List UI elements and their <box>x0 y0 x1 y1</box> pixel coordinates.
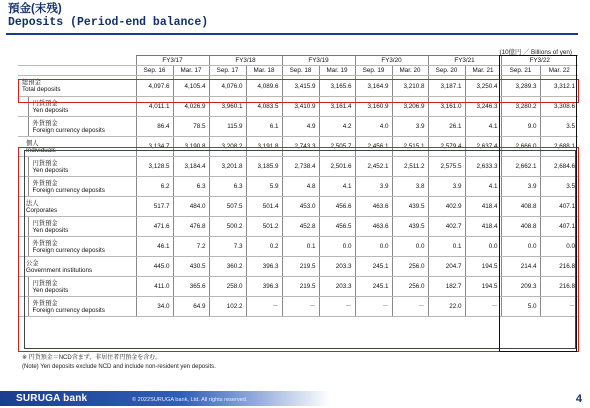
value-cell: 219.5 <box>282 257 319 277</box>
value-cell: － <box>540 297 578 317</box>
value-cell: 3,410.9 <box>282 97 319 117</box>
row-label-en: Yen deposits <box>32 166 69 174</box>
value-cell: 2,579.4 <box>428 137 465 157</box>
value-cell: 194.5 <box>465 257 501 277</box>
value-cell: 3,960.1 <box>209 97 246 117</box>
value-cell: 6.3 <box>173 177 209 197</box>
value-cell: 407.1 <box>540 217 578 237</box>
period-header: Sep. 19 <box>355 66 392 76</box>
value-cell: 500.2 <box>209 217 246 237</box>
value-cell: 258.0 <box>209 277 246 297</box>
value-cell: 3.9 <box>355 177 392 197</box>
table-row <box>18 97 578 117</box>
value-cell: － <box>355 297 392 317</box>
value-cell: 2,666.0 <box>501 137 540 157</box>
row-label <box>28 217 136 237</box>
value-cell: 0.0 <box>540 237 578 257</box>
row-indent <box>18 117 28 137</box>
value-cell: 219.5 <box>282 277 319 297</box>
value-cell: 0.2 <box>246 237 282 257</box>
row-label-jp: 法人 <box>26 199 39 207</box>
value-cell: 5.0 <box>501 297 540 317</box>
value-cell: 418.4 <box>465 217 501 237</box>
row-label <box>28 277 136 297</box>
fiscal-year-header: FY3/21 <box>428 56 501 66</box>
value-cell: 501.2 <box>246 217 282 237</box>
value-cell: 4.1 <box>465 177 501 197</box>
row-label <box>18 257 136 277</box>
value-cell: 463.6 <box>355 197 392 217</box>
value-cell: 2,684.6 <box>540 157 578 177</box>
value-cell: 2,456.1 <box>355 137 392 157</box>
page-title <box>8 3 208 29</box>
row-label-jp: 外貨預金 <box>32 239 58 247</box>
table-row <box>18 237 578 257</box>
value-cell: 3,187.1 <box>428 76 465 97</box>
period-header: Sep. 20 <box>428 66 465 76</box>
value-cell: － <box>319 297 355 317</box>
row-indent <box>18 237 28 257</box>
value-cell: 2,662.1 <box>501 157 540 177</box>
row-indent <box>18 277 28 297</box>
value-cell: 0.1 <box>282 237 319 257</box>
fiscal-year-header: FY3/20 <box>355 56 428 66</box>
row-label-jp: 個人 <box>26 139 39 147</box>
value-cell: 3,164.9 <box>355 76 392 97</box>
value-cell: 456.6 <box>319 197 355 217</box>
value-cell: 430.5 <box>173 257 209 277</box>
value-cell: 2,505.7 <box>319 137 355 157</box>
value-cell: 2,688.1 <box>540 137 578 157</box>
row-indent <box>18 217 28 237</box>
value-cell: － <box>282 297 319 317</box>
value-cell: 507.5 <box>209 197 246 217</box>
value-cell: 102.2 <box>209 297 246 317</box>
value-cell: 9.0 <box>501 117 540 137</box>
value-cell: 5.9 <box>246 177 282 197</box>
value-cell: 402.9 <box>428 197 465 217</box>
value-cell: － <box>392 297 428 317</box>
row-label <box>28 117 136 137</box>
value-cell: 439.5 <box>392 217 428 237</box>
period-header: Mar. 22 <box>540 66 578 76</box>
value-cell: 256.0 <box>392 257 428 277</box>
value-cell: 3,415.9 <box>282 76 319 97</box>
value-cell: 484.0 <box>173 197 209 217</box>
value-cell: 194.5 <box>465 277 501 297</box>
row-label-jp: 円貨預金 <box>32 159 58 167</box>
table-row <box>18 137 578 157</box>
period-header: Mar. 20 <box>392 66 428 76</box>
value-cell: 3,208.2 <box>209 137 246 157</box>
row-label-jp: 公金 <box>26 259 39 267</box>
value-cell: 396.3 <box>246 257 282 277</box>
value-cell: 3,289.3 <box>501 76 540 97</box>
value-cell: 3,134.7 <box>136 137 173 157</box>
value-cell: 4.2 <box>319 117 355 137</box>
row-label-en: Yen deposits <box>32 226 69 234</box>
value-cell: 4.8 <box>282 177 319 197</box>
footnote-en: (Note) Yen deposits exclude NCD and include non-resident yen deposits. <box>22 363 216 370</box>
value-cell: 4,011.1 <box>136 97 173 117</box>
value-cell: 2,637.4 <box>465 137 501 157</box>
value-cell: 0.0 <box>465 237 501 257</box>
value-cell: 365.6 <box>173 277 209 297</box>
value-cell: 3,184.4 <box>173 157 209 177</box>
value-cell: 476.8 <box>173 217 209 237</box>
value-cell: 439.5 <box>392 197 428 217</box>
value-cell: 0.1 <box>428 237 465 257</box>
value-cell: 3,191.8 <box>246 137 282 157</box>
table-row <box>18 257 578 277</box>
period-header: Mar. 21 <box>465 66 501 76</box>
value-cell: 4,105.4 <box>173 76 209 97</box>
value-cell: 517.7 <box>136 197 173 217</box>
value-cell: 216.8 <box>540 257 578 277</box>
value-cell: 4,076.0 <box>209 76 246 97</box>
value-cell: 2,575.5 <box>428 157 465 177</box>
header-corner <box>18 56 136 66</box>
value-cell: 0.0 <box>355 237 392 257</box>
value-cell: 3,280.2 <box>501 97 540 117</box>
copyright-text: © 2022SURUGA bank, Ltd. All rights reserved. <box>132 397 248 403</box>
value-cell: 408.8 <box>501 197 540 217</box>
value-cell: 2,738.4 <box>282 157 319 177</box>
row-label-jp: 円貨預金 <box>32 279 58 287</box>
value-cell: 402.7 <box>428 217 465 237</box>
value-cell: 4.0 <box>355 117 392 137</box>
header-row-periods <box>18 66 578 76</box>
row-label-en: Corporates <box>26 206 58 214</box>
value-cell: 3,246.3 <box>465 97 501 117</box>
row-label-en: Foreign currency deposits <box>32 186 105 194</box>
row-indent <box>18 297 28 317</box>
row-indent <box>18 157 28 177</box>
value-cell: 46.1 <box>136 237 173 257</box>
value-cell: 7.2 <box>173 237 209 257</box>
title-underline <box>6 33 578 35</box>
value-cell: 407.1 <box>540 197 578 217</box>
table-row <box>18 177 578 197</box>
value-cell: 3.9 <box>501 177 540 197</box>
value-cell: 0.0 <box>501 237 540 257</box>
row-label <box>18 76 136 97</box>
value-cell: 209.3 <box>501 277 540 297</box>
value-cell: 6.1 <box>246 117 282 137</box>
row-label <box>18 137 136 157</box>
value-cell: 3,312.1 <box>540 76 578 97</box>
row-label <box>28 237 136 257</box>
value-cell: 4,097.6 <box>136 76 173 97</box>
value-cell: 3,308.6 <box>540 97 578 117</box>
value-cell: 418.4 <box>465 197 501 217</box>
row-label <box>28 297 136 317</box>
unit-label: (10億円 ／ Billions of yen) <box>499 49 572 56</box>
footnote-jp: ※ 円貨預金＝NCD含まず、非居住者円預金を含む。 <box>22 355 162 361</box>
value-cell: 216.8 <box>540 277 578 297</box>
value-cell: 0.0 <box>319 237 355 257</box>
period-header: Mar. 17 <box>173 66 209 76</box>
table-row <box>18 76 578 97</box>
row-label-jp: 円貨預金 <box>32 219 58 227</box>
value-cell: 6.2 <box>136 177 173 197</box>
row-label-en: Foreign currency deposits <box>32 306 105 314</box>
row-label-en: Yen deposits <box>32 106 69 114</box>
fiscal-year-header: FY3/17 <box>136 56 209 66</box>
value-cell: 456.5 <box>319 217 355 237</box>
value-cell: 3,201.8 <box>209 157 246 177</box>
value-cell: 4.1 <box>319 177 355 197</box>
row-label <box>28 97 136 117</box>
value-cell: － <box>246 297 282 317</box>
deposits-table <box>18 55 578 317</box>
value-cell: 86.4 <box>136 117 173 137</box>
table-row <box>18 157 578 177</box>
value-cell: 2,511.2 <box>392 157 428 177</box>
value-cell: 3,185.9 <box>246 157 282 177</box>
value-cell: 360.2 <box>209 257 246 277</box>
value-cell: 182.7 <box>428 277 465 297</box>
row-label-en: Yen deposits <box>32 286 69 294</box>
row-label-en: Foreign currency deposits <box>32 246 105 254</box>
period-header: Sep. 16 <box>136 66 173 76</box>
value-cell: 245.1 <box>355 257 392 277</box>
value-cell: 2,743.3 <box>282 137 319 157</box>
row-label <box>28 157 136 177</box>
value-cell: 78.5 <box>173 117 209 137</box>
header-corner-2 <box>18 66 136 76</box>
row-indent <box>18 177 28 197</box>
table-row <box>18 197 578 217</box>
value-cell: 7.3 <box>209 237 246 257</box>
value-cell: 3,210.8 <box>392 76 428 97</box>
value-cell: 3,206.9 <box>392 97 428 117</box>
value-cell: 203.3 <box>319 257 355 277</box>
value-cell: 396.3 <box>246 277 282 297</box>
row-label-jp: 外貨預金 <box>32 179 58 187</box>
value-cell: 203.3 <box>319 277 355 297</box>
row-label-en: Government institutions <box>26 266 93 274</box>
value-cell: 3.9 <box>428 177 465 197</box>
period-header: Mar. 19 <box>319 66 355 76</box>
value-cell: 214.4 <box>501 257 540 277</box>
value-cell: 411.0 <box>136 277 173 297</box>
fiscal-year-header: FY3/22 <box>501 56 578 66</box>
value-cell: 245.1 <box>355 277 392 297</box>
table-row <box>18 297 578 317</box>
value-cell: 64.9 <box>173 297 209 317</box>
value-cell: 22.0 <box>428 297 465 317</box>
value-cell: 3,161.0 <box>428 97 465 117</box>
row-label-jp: 総預金 <box>22 79 41 86</box>
value-cell: 3.8 <box>392 177 428 197</box>
value-cell: 4,026.9 <box>173 97 209 117</box>
row-label-jp: 円貨預金 <box>32 99 58 107</box>
value-cell: － <box>465 297 501 317</box>
period-header: Sep. 18 <box>282 66 319 76</box>
value-cell: 2,452.1 <box>355 157 392 177</box>
value-cell: 501.4 <box>246 197 282 217</box>
value-cell: 445.0 <box>136 257 173 277</box>
value-cell: 256.0 <box>392 277 428 297</box>
value-cell: 3,128.5 <box>136 157 173 177</box>
row-label <box>28 177 136 197</box>
page-title-en: Deposits (Period-end balance) <box>8 16 209 29</box>
row-label-en: Foreign currency deposits <box>32 126 105 134</box>
period-header: Sep. 17 <box>209 66 246 76</box>
fiscal-year-header: FY3/18 <box>209 56 282 66</box>
value-cell: 2,515.1 <box>392 137 428 157</box>
value-cell: 3.9 <box>392 117 428 137</box>
value-cell: 3,250.4 <box>465 76 501 97</box>
value-cell: 26.1 <box>428 117 465 137</box>
row-label-en: Individuals <box>26 146 56 154</box>
value-cell: 463.6 <box>355 217 392 237</box>
table-row <box>18 217 578 237</box>
value-cell: 204.7 <box>428 257 465 277</box>
fiscal-year-header: FY3/19 <box>282 56 355 66</box>
period-header: Sep. 21 <box>501 66 540 76</box>
value-cell: 452.8 <box>282 217 319 237</box>
value-cell: 471.6 <box>136 217 173 237</box>
company-logo: SURUGA bank <box>16 393 88 404</box>
value-cell: 3.5 <box>540 117 578 137</box>
value-cell: 34.0 <box>136 297 173 317</box>
value-cell: 115.9 <box>209 117 246 137</box>
header-row-fiscal-years <box>18 56 578 66</box>
table-row <box>18 117 578 137</box>
value-cell: 4,089.6 <box>246 76 282 97</box>
value-cell: 408.8 <box>501 217 540 237</box>
value-cell: 4.1 <box>465 117 501 137</box>
value-cell: 3,161.4 <box>319 97 355 117</box>
row-label <box>18 197 136 217</box>
value-cell: 2,501.6 <box>319 157 355 177</box>
page-title-jp: 預金(末残) <box>8 3 62 15</box>
value-cell: 3,160.9 <box>355 97 392 117</box>
row-label-jp: 外貨預金 <box>32 299 58 307</box>
table-row <box>18 277 578 297</box>
row-label-en: Total deposits <box>22 86 61 93</box>
period-header: Mar. 18 <box>246 66 282 76</box>
row-indent <box>18 97 28 117</box>
value-cell: 2,633.3 <box>465 157 501 177</box>
value-cell: 3,190.8 <box>173 137 209 157</box>
value-cell: 453.0 <box>282 197 319 217</box>
page-number: 4 <box>575 393 582 405</box>
value-cell: 0.0 <box>392 237 428 257</box>
value-cell: 4.9 <box>282 117 319 137</box>
value-cell: 6.3 <box>209 177 246 197</box>
value-cell: 3,165.6 <box>319 76 355 97</box>
value-cell: 3.5 <box>540 177 578 197</box>
row-label-jp: 外貨預金 <box>32 119 58 127</box>
value-cell: 4,083.5 <box>246 97 282 117</box>
footnotes <box>22 354 216 371</box>
